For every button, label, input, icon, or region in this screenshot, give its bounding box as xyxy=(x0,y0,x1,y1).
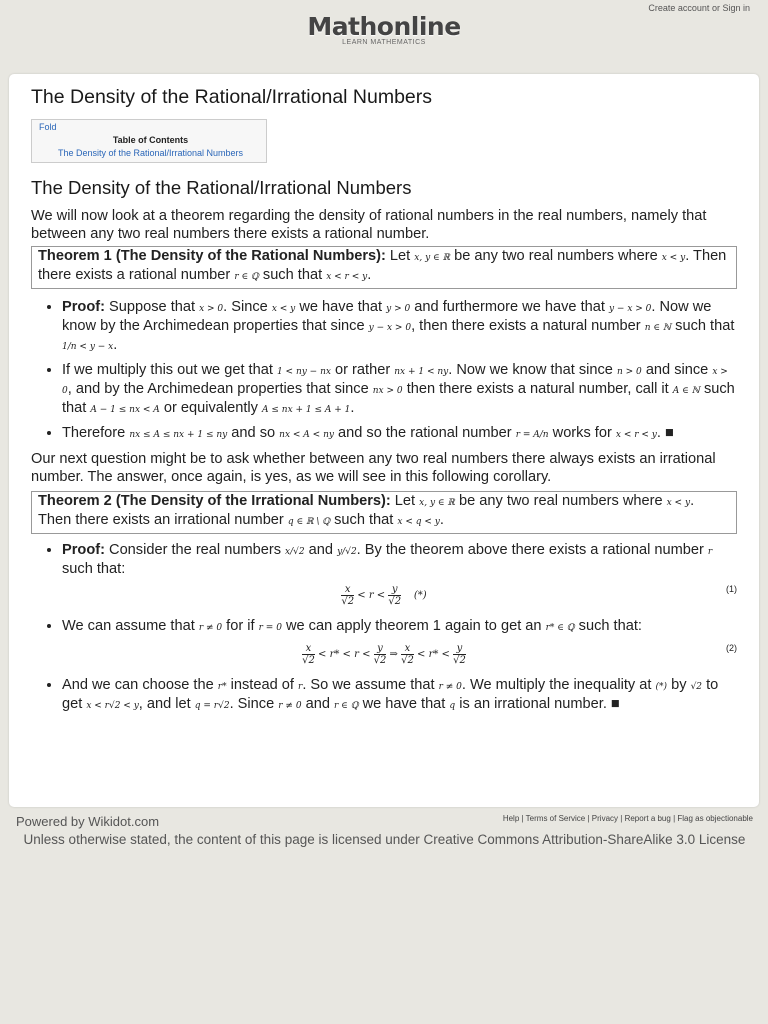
text: . We multiply the inequality at xyxy=(461,677,656,693)
math: x/√2 xyxy=(285,547,305,557)
denominator: √2 xyxy=(373,655,387,666)
fraction xyxy=(401,643,414,666)
math: y/√2 xyxy=(337,547,357,557)
section-title: The Density of the Rational/Irrational Numbers xyxy=(31,177,412,198)
text: such that xyxy=(330,512,398,528)
math: n ∈ ℕ xyxy=(644,323,672,333)
text: . Since xyxy=(223,299,272,315)
math: r* xyxy=(217,682,227,692)
fraction xyxy=(388,584,401,607)
denominator: √2 xyxy=(401,655,414,666)
text: instead of xyxy=(226,677,298,693)
theorem-1-label: Theorem 1 (The Density of the Rational Numbers): xyxy=(38,248,386,264)
text: . Since xyxy=(229,696,279,712)
equation-tag: (*) xyxy=(413,590,427,601)
text: to get xyxy=(62,677,719,712)
fraction xyxy=(341,584,354,607)
equation-2-expression xyxy=(31,643,737,666)
text: . By the theorem above there exists a rational number xyxy=(356,542,708,558)
create-account-link[interactable]: Create account xyxy=(648,3,710,13)
text: or equivalently xyxy=(159,400,263,416)
theorem-2-box xyxy=(31,491,737,534)
numerator: y xyxy=(391,584,398,595)
equation-number: (2) xyxy=(726,643,737,653)
denominator: √2 xyxy=(453,655,466,666)
site-tagline: LEARN MATHEMATICS xyxy=(342,39,426,46)
flag-objectionable-link[interactable]: Flag as objectionable xyxy=(677,814,753,823)
math: A − 1 ≤ nx < A xyxy=(90,405,160,415)
text: by xyxy=(667,677,691,693)
math: r = A/n xyxy=(515,430,549,440)
math: q xyxy=(449,701,456,711)
text: . So we assume that xyxy=(302,677,439,693)
text: . ■ xyxy=(656,425,674,441)
numerator: x xyxy=(305,643,312,654)
math: x < r < y xyxy=(615,430,657,440)
math: x < r√2 < y xyxy=(86,701,139,711)
text: Suppose that xyxy=(104,299,200,315)
text: and so the rational number xyxy=(333,425,516,441)
equation-number: (1) xyxy=(726,584,737,594)
text: . Now we know by the Archimedean properties that since xyxy=(62,299,712,334)
text: be any two real numbers where xyxy=(450,248,662,264)
footer-links xyxy=(503,814,753,823)
math: nx ≤ A ≤ nx + 1 ≤ ny xyxy=(129,430,228,440)
text: . xyxy=(439,512,444,528)
math: A ≤ nx + 1 ≤ A + 1 xyxy=(262,405,351,415)
denominator: √2 xyxy=(302,655,315,666)
site-name[interactable]: Mathonline xyxy=(307,12,461,41)
math: n > 0 xyxy=(616,367,642,377)
math: x > 0 xyxy=(62,367,728,396)
list-item xyxy=(62,299,737,356)
equation-2 xyxy=(31,637,737,677)
equation-1 xyxy=(31,578,737,618)
math: nx + 1 < ny xyxy=(394,367,449,377)
proof-2-list xyxy=(31,542,737,578)
list-item xyxy=(62,425,737,444)
site-logo[interactable] xyxy=(0,12,768,46)
text: Let xyxy=(385,248,415,264)
fraction xyxy=(374,643,387,666)
math: r xyxy=(707,547,713,557)
text: such that xyxy=(258,267,327,283)
math: < r* < r < xyxy=(314,649,374,660)
powered-by-link[interactable]: Powered by Wikidot.com xyxy=(16,814,160,829)
fraction xyxy=(302,643,315,666)
text: , then there exists a natural number xyxy=(411,318,645,334)
math: r ∈ ℚ xyxy=(234,272,259,282)
text: or rather xyxy=(330,362,395,378)
math: r* ∈ ℚ xyxy=(545,623,575,633)
main-content xyxy=(9,74,759,807)
list-item xyxy=(62,362,737,419)
math: √2 xyxy=(690,682,703,692)
theorem-1-box xyxy=(31,246,737,289)
math: y > 0 xyxy=(386,304,411,314)
separator: | xyxy=(521,814,526,823)
page-title: The Density of the Rational/Irrational Numbers xyxy=(31,86,433,108)
math: 1 < ny − nx xyxy=(276,367,331,377)
text: be any two real numbers where xyxy=(454,493,667,509)
toc-entry-link[interactable]: The Density of the Rational/Irrational Numbers xyxy=(57,148,244,158)
text: , and by the Archimedean properties that since xyxy=(67,381,373,397)
proof-label: Proof: xyxy=(62,299,105,315)
page-footer xyxy=(16,814,753,848)
intro-paragraph: We will now look at a theorem regarding the density of rational numbers in the real numbers, namely that between any two real numbers there exists a rational number. xyxy=(31,208,707,242)
report-bug-link[interactable]: Report a bug xyxy=(624,814,671,823)
text: . xyxy=(350,400,355,416)
text: And we can choose the xyxy=(62,677,218,693)
text: such that xyxy=(671,318,735,334)
math: x > 0 xyxy=(199,304,224,314)
math: r ≠ 0 xyxy=(198,623,223,633)
text: We can assume that xyxy=(62,618,199,634)
math: A ∈ ℕ xyxy=(672,386,700,396)
equation-1-expression xyxy=(31,584,737,607)
math: x < y xyxy=(271,304,296,314)
math: y − x > 0 xyxy=(608,304,652,314)
proof-2-list-continued xyxy=(31,618,737,637)
text: then there exists a natural number, call it xyxy=(402,381,673,397)
text: and since xyxy=(641,362,713,378)
math: x < y xyxy=(661,253,686,263)
license-notice: Unless otherwise stated, the content of this page is licensed under Creative Commons Attribution-ShareAlike 3.0 License xyxy=(23,832,746,847)
math: r ≠ 0 xyxy=(438,682,462,692)
text: such that: xyxy=(62,561,126,577)
separator: | xyxy=(620,814,625,823)
help-link[interactable]: Help xyxy=(502,814,520,823)
text: for if xyxy=(222,618,259,634)
text: we have that xyxy=(295,299,387,315)
theorem-2-label: Theorem 2 (The Density of the Irrational Numbers): xyxy=(38,493,391,509)
math: r xyxy=(298,682,303,692)
proof-label: Proof: xyxy=(62,542,105,558)
text: . xyxy=(367,267,372,283)
numerator: x xyxy=(344,584,351,595)
text: works for xyxy=(548,425,616,441)
proof-1-list xyxy=(31,299,737,444)
math: nx > 0 xyxy=(372,386,403,396)
math: nx < A < ny xyxy=(279,430,334,440)
denominator: √2 xyxy=(388,596,402,607)
privacy-link[interactable]: Privacy xyxy=(591,814,619,823)
text: , and let xyxy=(138,696,195,712)
text: . Then there exists a rational number xyxy=(38,248,727,283)
math: r ∈ ℚ xyxy=(334,701,359,711)
text: we can apply theorem 1 again to get an xyxy=(281,618,546,634)
text: . Now we know that since xyxy=(448,362,617,378)
text: and xyxy=(301,696,335,712)
text: and so xyxy=(227,425,280,441)
math: q ∈ ℝ \ ℚ xyxy=(287,517,331,527)
fraction xyxy=(453,643,466,666)
text: Let xyxy=(390,493,420,509)
list-item xyxy=(62,542,737,578)
denominator: √2 xyxy=(341,596,355,607)
math: y − x > 0 xyxy=(368,323,412,333)
implies-arrow: ⇒ xyxy=(386,649,402,660)
separator: | xyxy=(673,814,678,823)
math: x, y ∈ ℝ xyxy=(419,498,455,508)
numerator: y xyxy=(456,643,463,654)
corollary-intro-paragraph: Our next question might be to ask whether between any two real numbers there always exists an irrational number. The answer, once again, is yes, as we will see in this following corollary. xyxy=(31,451,716,485)
proof-2-list-final xyxy=(31,677,737,715)
numerator: y xyxy=(377,643,383,654)
math: x, y ∈ ℝ xyxy=(414,253,451,263)
text: and furthermore we have that xyxy=(410,299,609,315)
math: x < r < y xyxy=(326,272,368,282)
math: r = 0 xyxy=(258,623,282,633)
text: such that xyxy=(62,381,735,416)
math: (*) xyxy=(655,682,668,692)
text: Therefore xyxy=(62,425,130,441)
text: such that: xyxy=(574,618,642,634)
table-of-contents xyxy=(31,119,267,163)
separator: | xyxy=(587,814,592,823)
or-separator: or xyxy=(711,3,720,13)
math: < r < xyxy=(354,590,389,601)
text: and xyxy=(304,542,338,558)
sign-in-link[interactable]: Sign in xyxy=(722,3,750,13)
text: Consider the real numbers xyxy=(104,542,286,558)
terms-of-service-link[interactable]: Terms of Service xyxy=(525,814,586,823)
text: . Then there exists an irrational number xyxy=(38,493,695,528)
toc-title: Table of Contents xyxy=(112,135,189,145)
toc-fold-link[interactable]: Fold xyxy=(39,122,57,132)
math: < r* < xyxy=(413,649,454,660)
text: . xyxy=(113,337,118,353)
text: we have that xyxy=(358,696,450,712)
numerator: x xyxy=(404,643,411,654)
math: x < y xyxy=(666,498,691,508)
math: 1/n < y − x xyxy=(62,342,114,352)
list-item xyxy=(62,618,737,637)
math: q = r√2 xyxy=(194,701,230,711)
math: x < q < y xyxy=(397,517,440,527)
list-item xyxy=(62,677,737,715)
text: If we multiply this out we get that xyxy=(62,362,277,378)
text: is an irrational number. ■ xyxy=(455,696,620,712)
math: r ≠ 0 xyxy=(278,701,302,711)
